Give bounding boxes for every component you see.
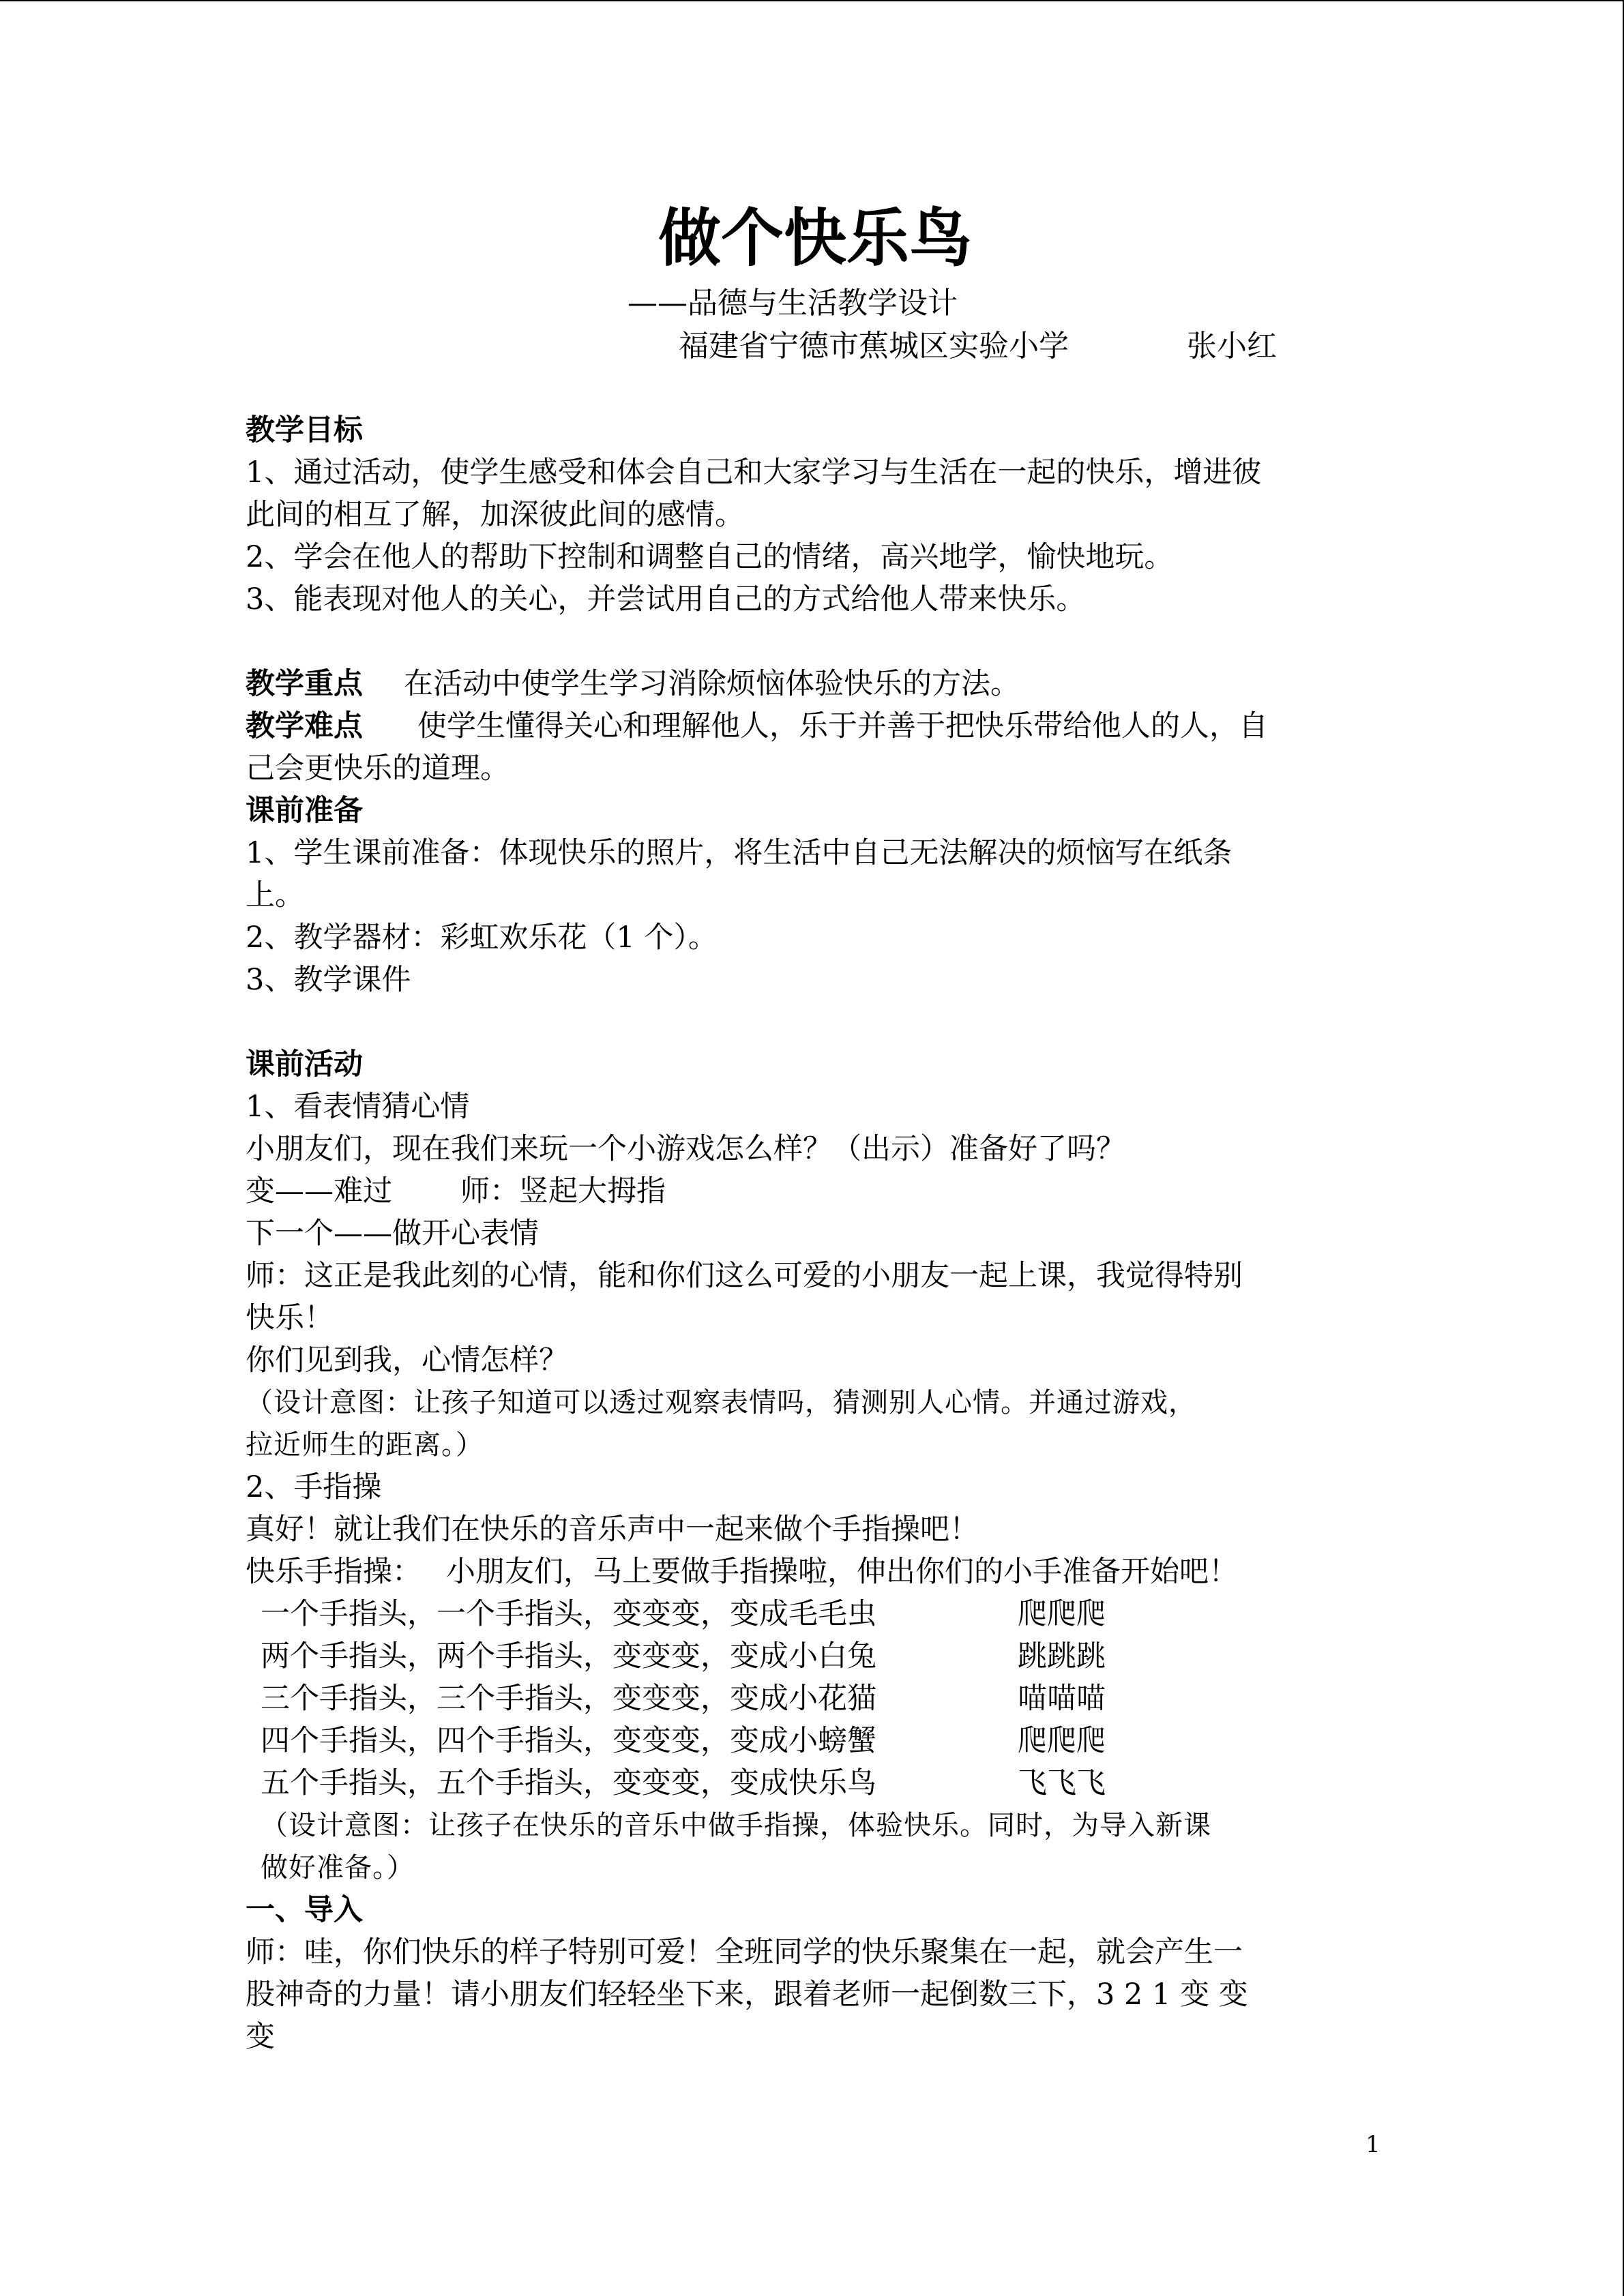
exercise-intro-text: 小朋友们，马上要做手指操啦，伸出你们的小手准备开始吧！ bbox=[446, 1555, 1238, 1589]
rhyme-line bbox=[246, 1720, 1385, 1762]
rhyme-line bbox=[246, 1762, 1385, 1804]
intro-line: 变 bbox=[246, 2020, 275, 2054]
activity-line: 你们见到我，心情怎样？ bbox=[246, 1343, 568, 1377]
design-note: （设计意图：让孩子在快乐的音乐中做手指操，体验快乐。同时，为导入新课 bbox=[261, 1810, 1211, 1841]
change-b: 师：竖起大拇指 bbox=[460, 1174, 666, 1208]
rhyme-verse: 两个手指头，两个手指头，变变变，变成小白兔 bbox=[261, 1639, 876, 1673]
rhyme-sound: 跳跳跳 bbox=[1018, 1639, 1106, 1673]
activity-line: 真好！就让我们在快乐的音乐声中一起来做个手指操吧！ bbox=[246, 1512, 979, 1547]
objective-line: 1、通过活动，使学生感受和体会自己和大家学习与生活在一起的快乐，增进彼 bbox=[246, 456, 1262, 490]
difficulty-text-cont: 己会更快乐的道理。 bbox=[246, 751, 510, 786]
exercise-intro bbox=[246, 1551, 1385, 1593]
activity-line: 快乐！ bbox=[246, 1301, 334, 1335]
document-body bbox=[246, 409, 1385, 2058]
preparation-line: 1、学生课前准备：体现快乐的照片，将生活中自己无法解决的烦恼写在纸条 bbox=[246, 836, 1232, 870]
preparation-line: 上。 bbox=[246, 878, 304, 912]
preparation-heading: 课前准备 bbox=[246, 794, 363, 828]
top-border bbox=[0, 0, 1624, 1]
activity-line: 小朋友们，现在我们来玩一个小游戏怎么样？（出示）准备好了吗？ bbox=[246, 1132, 1125, 1166]
key-point-heading: 教学重点 bbox=[246, 667, 363, 701]
intro-line: 师：哇，你们快乐的样子特别可爱！全班同学的快乐聚集在一起，就会产生一 bbox=[246, 1935, 1243, 1969]
activity-sub2: 2、手指操 bbox=[246, 1470, 382, 1504]
activity-sub1: 1、看表情猜心情 bbox=[246, 1090, 470, 1124]
exercise-label: 快乐手指操： bbox=[246, 1555, 422, 1589]
page-number: 1 bbox=[1365, 2131, 1381, 2158]
school-name: 福建省宁德市蕉城区实验小学 bbox=[679, 329, 1069, 363]
key-point bbox=[246, 663, 1385, 705]
objective-line: 2、学会在他人的帮助下控制和调整自己的情绪，高兴地学，愉快地玩。 bbox=[246, 540, 1174, 574]
rhyme-line bbox=[246, 1635, 1385, 1678]
preparation-line: 3、教学课件 bbox=[246, 963, 411, 997]
activity-line: 下一个——做开心表情 bbox=[246, 1217, 539, 1251]
objective-line: 此间的相互了解，加深彼此间的感情。 bbox=[246, 498, 744, 532]
intro-line: 股神奇的力量！请小朋友们轻轻坐下来，跟着老师一起倒数三下，3 2 1 变 变 bbox=[246, 1978, 1248, 2012]
objectives-heading: 教学目标 bbox=[246, 413, 363, 447]
activity-line: 师：这正是我此刻的心情，能和你们这么可爱的小朋友一起上课，我觉得特别 bbox=[246, 1259, 1243, 1293]
change-a: 变——难过 bbox=[246, 1174, 392, 1208]
difficulty-text: 使学生懂得关心和理解他人，乐于并善于把快乐带给他人的人，自 bbox=[417, 709, 1268, 743]
subtitle: ——品德与生活教学设计 bbox=[628, 286, 958, 320]
page-title: 做个快乐鸟 bbox=[658, 202, 972, 275]
rhyme-line bbox=[246, 1593, 1385, 1635]
difficulty bbox=[246, 705, 1385, 747]
rhyme-verse: 四个手指头，四个手指头，变变变，变成小螃蟹 bbox=[261, 1724, 876, 1758]
rhyme-verse: 三个手指头，三个手指头，变变变，变成小花猫 bbox=[261, 1682, 876, 1716]
rhyme-sound: 爬爬爬 bbox=[1018, 1724, 1106, 1758]
rhyme-verse: 一个手指头，一个手指头，变变变，变成毛毛虫 bbox=[261, 1597, 876, 1631]
activity-heading: 课前活动 bbox=[246, 1047, 363, 1082]
key-point-text: 在活动中使学生学习消除烦恼体验快乐的方法。 bbox=[404, 667, 1020, 701]
difficulty-heading: 教学难点 bbox=[246, 709, 363, 743]
rhyme-sound: 飞飞飞 bbox=[1018, 1766, 1106, 1800]
preparation-line: 2、教学器材：彩虹欢乐花（1 个）。 bbox=[246, 921, 718, 955]
intro-heading: 一、导入 bbox=[246, 1893, 363, 1927]
change-line bbox=[246, 1170, 1385, 1212]
objective-line: 3、能表现对他人的关心，并尝试用自己的方式给他人带来快乐。 bbox=[246, 582, 1086, 616]
design-note: （设计意图：让孩子知道可以透过观察表情吗，猜测别人心情。并通过游戏， bbox=[246, 1387, 1196, 1418]
rhyme-sound: 爬爬爬 bbox=[1018, 1597, 1106, 1631]
rhyme-verse: 五个手指头，五个手指头，变变变，变成快乐鸟 bbox=[261, 1766, 876, 1800]
rhyme-line bbox=[246, 1678, 1385, 1720]
design-note: 拉近师生的距离。） bbox=[246, 1429, 484, 1461]
design-note: 做好准备。） bbox=[261, 1852, 415, 1883]
rhyme-sound: 喵喵喵 bbox=[1018, 1682, 1106, 1716]
author-name: 张小红 bbox=[1187, 329, 1277, 363]
